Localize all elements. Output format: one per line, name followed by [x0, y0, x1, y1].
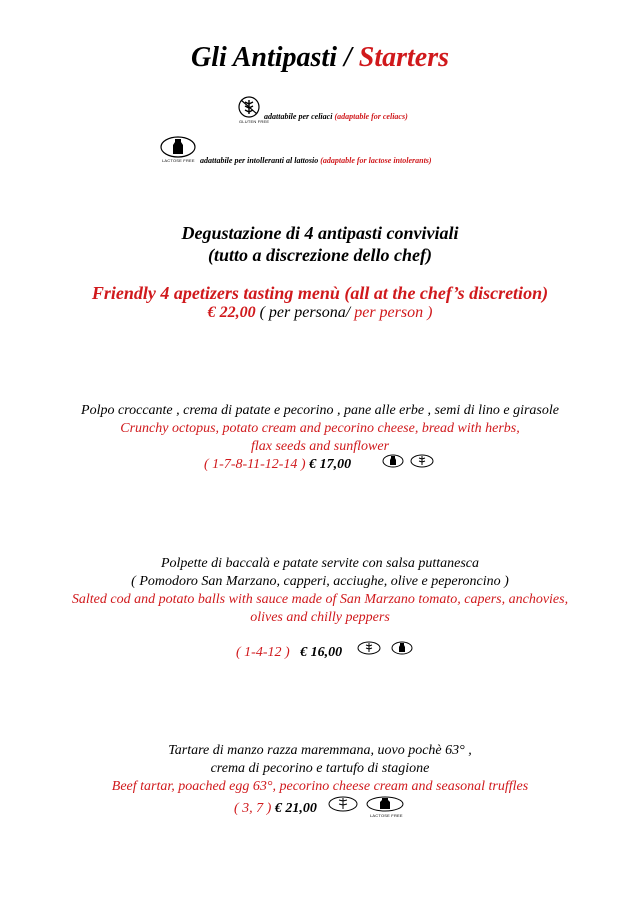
lactose-free-label-en: (adaptable for lactose intolerants): [320, 156, 432, 165]
lactose-free-label: adattabile per intolleranti al lattosio: [200, 156, 319, 165]
tasting-price-line: [0, 303, 640, 323]
dish-3: [0, 742, 640, 796]
dish-2: [0, 555, 640, 627]
dish-1-en-line-1: Crunchy octopus, potato cream and pecorino cheese, bread with herbs,: [120, 421, 520, 436]
gluten-free-icon: [236, 96, 270, 124]
lactose-free-caption: LACTOSE FREE: [370, 813, 403, 818]
title-main: Gli Antipasti /: [190, 42, 359, 73]
dish-1-price: € 17,00: [309, 457, 352, 472]
tasting-per-person-it: ( per persona/: [259, 304, 351, 321]
lactose-free-icon: [391, 641, 413, 655]
dish-1-price-line: [204, 456, 351, 474]
dish-2-it-line-2: ( Pomodoro San Marzano, capperi, acciughe, olive e peperoncino ): [131, 574, 509, 589]
dish-2-price-line: [236, 644, 342, 662]
dish-2-price: € 16,00: [300, 645, 343, 660]
gluten-free-label: adattabile per celiaci: [264, 112, 333, 121]
gluten-free-icon: [410, 454, 434, 468]
lactose-free-icon: [382, 454, 404, 468]
gluten-free-label-en: (adaptable for celiacs): [334, 112, 408, 121]
tasting-per-person-en: per person ): [354, 304, 433, 321]
dish-1-it-line-1: Polpo croccante , crema di patate e pecorino , pane alle erbe , semi di lino e girasole: [81, 403, 559, 418]
dish-2-it-line-1: Polpette di baccalà e patate servite con salsa puttanesca: [160, 556, 480, 571]
gluten-free-caption: GLUTEN FREE: [239, 119, 270, 124]
dish-2-en-line-2: olives and chilly peppers: [250, 610, 390, 625]
gluten-free-icon: [357, 641, 381, 655]
gluten-free-icon: [328, 796, 358, 812]
dish-3-price-line: [234, 800, 317, 818]
dish-1-allergens: ( 1-7-8-11-12-14 ): [204, 457, 306, 472]
tasting-title: [0, 222, 640, 266]
lactose-free-icon: [366, 796, 404, 818]
dish-3-en-line-1: Beef tartar, poached egg 63°, pecorino cheese cream and seasonal truffles: [111, 779, 529, 794]
tasting-line-1: Degustazione di 4 antipasti conviviali: [181, 223, 459, 243]
dish-1-en-line-2: flax seeds and sunflower: [250, 439, 390, 454]
dish-2-allergens: ( 1-4-12 ): [236, 645, 290, 660]
dish-3-it-line-1: Tartare di manzo razza maremmana, uovo pochè 63° ,: [168, 743, 472, 758]
lactose-free-caption: LACTOSE FREE: [162, 158, 195, 163]
dish-2-en-line-1: Salted cod and potato balls with sauce made of San Marzano tomato, capers, anchovies,: [71, 592, 569, 607]
dish-3-it-line-2: crema di pecorino e tartufo di stagione: [210, 761, 430, 776]
dish-3-allergens: ( 3, 7 ): [234, 801, 272, 816]
dish-3-price: € 21,00: [274, 801, 317, 816]
title-accent: Starters: [358, 42, 450, 73]
lactose-free-icon: [160, 136, 196, 163]
dish-1: [0, 402, 640, 456]
tasting-line-2: (tutto a discrezione dello chef): [208, 245, 432, 265]
tasting-english: Friendly 4 apetizers tasting menù (all at the chef’s discretion): [91, 283, 549, 303]
tasting-price: € 22,00: [207, 304, 256, 321]
page-title: [0, 40, 640, 76]
